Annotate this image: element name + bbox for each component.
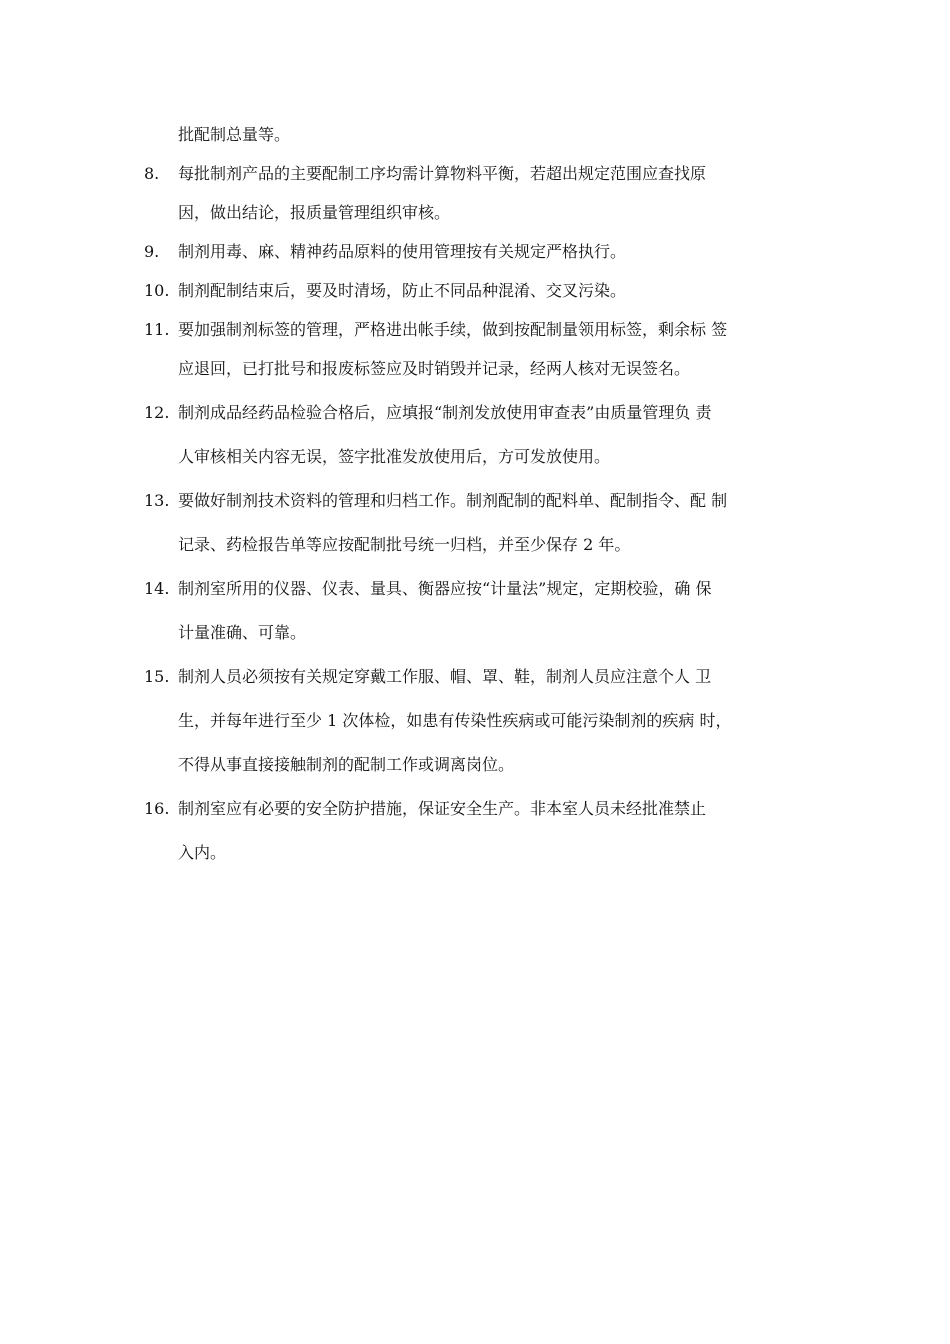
item-number: 13. [144, 491, 170, 510]
item-line: 每批制剂产品的主要配制工序均需计算物料平衡，若超出规定范围应查找原 [178, 164, 707, 183]
item-text [178, 402, 809, 468]
item-line: 要做好制剂技术资料的管理和归档工作。制剂配制的配料单、配制指令、配 制 [178, 491, 728, 510]
item-line: 制剂人员必须按有关规定穿戴工作服、帽、罩、鞋，制剂人员应注意个人 卫 [178, 667, 712, 686]
item-line: 制剂室应有必要的安全防护措施，保证安全生产。非本室人员未经批准禁止 [178, 799, 707, 818]
list-item-16 [144, 798, 809, 864]
continuation-line: 批配制总量等。 [178, 125, 291, 144]
item-text [178, 798, 809, 864]
item-text [178, 280, 809, 302]
item-number: 12. [144, 403, 170, 422]
list-item-9 [144, 241, 809, 263]
item-line: 制剂配制结束后，要及时清场，防止不同品种混淆、交叉污染。 [178, 281, 627, 300]
list-item-14 [144, 578, 809, 644]
item-line: 应退回，已打批号和报废标签应及时销毁并记录，经两人核对无误签名。 [178, 359, 691, 378]
item-line: 制剂成品经药品检验合格后，应填报“制剂发放使用审查表”由质量管理负 责 [178, 403, 712, 422]
list-item-10 [144, 280, 809, 302]
item-text [178, 319, 809, 380]
list-item-13 [144, 490, 809, 556]
list-item-12 [144, 402, 809, 468]
item-number: 15. [144, 667, 170, 686]
list-item-8 [144, 163, 809, 224]
item-number: 11. [144, 320, 170, 339]
item-number: 16. [144, 799, 170, 818]
item-line: 人审核相关内容无误，签字批准发放使用后，方可发放使用。 [178, 447, 611, 466]
item-line: 制剂用毒、麻、精神药品原料的使用管理按有关规定严格执行。 [178, 242, 627, 261]
item-text [178, 666, 809, 776]
item-number: 8. [144, 164, 160, 183]
item-line: 计量准确、可靠。 [178, 623, 307, 642]
list-item-15 [144, 666, 809, 776]
item-line: 生，并每年进行至少 1 次体检，如患有传染性疾病或可能污染制剂的疾病 时， [178, 711, 732, 730]
item-text [178, 241, 809, 263]
item-text [178, 578, 809, 644]
item-line: 入内。 [178, 843, 227, 862]
item-number: 14. [144, 579, 170, 598]
item-line: 制剂室所用的仪器、仪表、量具、衡器应按“计量法”规定，定期校验，确 保 [178, 579, 712, 598]
item-text [178, 163, 809, 224]
item-text [178, 490, 809, 556]
item-line: 不得从事直接接触制剂的配制工作或调离岗位。 [178, 755, 515, 774]
item-line: 记录、药检报告单等应按配制批号统一归档，并至少保存 2 年。 [178, 535, 631, 554]
item-number: 10. [144, 281, 170, 300]
item-number: 9. [144, 242, 160, 261]
item-line: 因，做出结论，报质量管理组织审核。 [178, 203, 451, 222]
item-line: 要加强制剂标签的管理，严格进出帐手续，做到按配制量领用标签，剩余标 签 [178, 320, 728, 339]
list-item-11 [144, 319, 809, 380]
document-body [144, 124, 809, 864]
